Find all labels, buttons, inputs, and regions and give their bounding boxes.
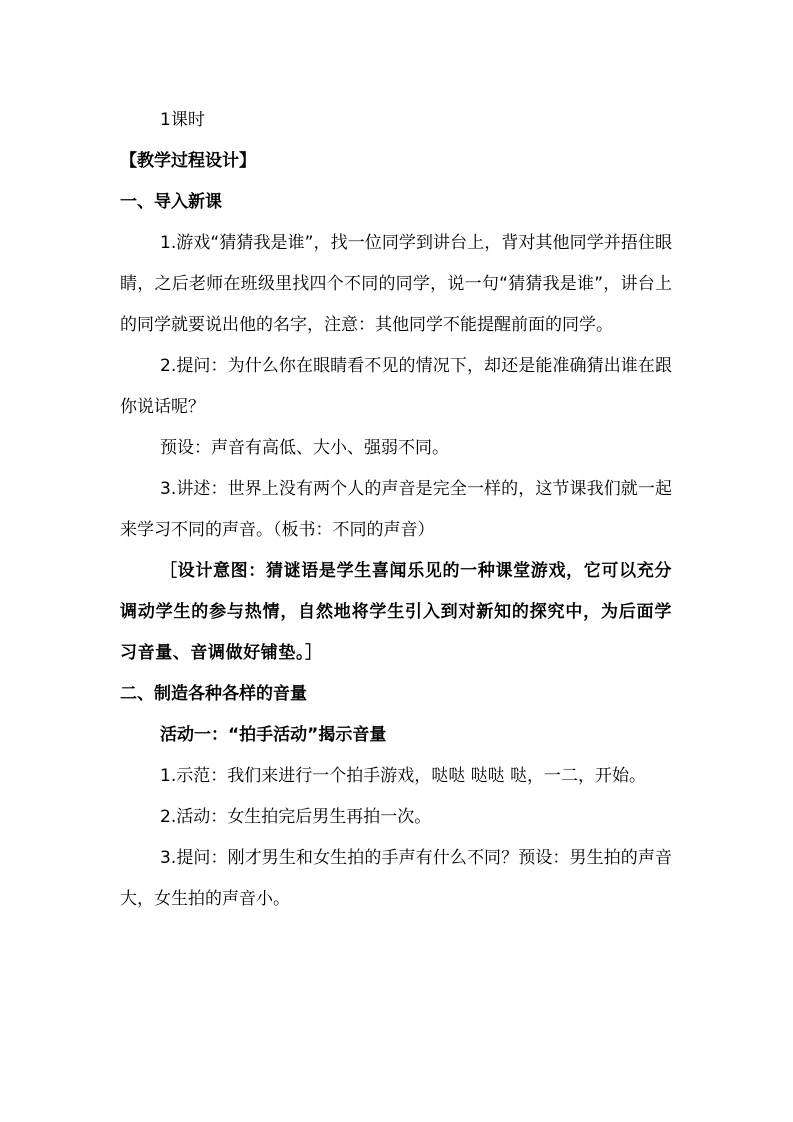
part1-paragraph-1: 1.游戏“猜猜我是谁”，找一位同学到讲台上，背对其他同学并捂住眼睛，之后老师在班级里找四个不同的同学，说一句“猜猜我是谁”，讲台上的同学就要说出他的名字，注意：其他同学不能提醒前面的同学。 (120, 233, 672, 335)
part1-heading: 一、导入新课 (120, 192, 222, 212)
part2-heading: 二、制造各种各样的音量 (120, 684, 307, 704)
part2-paragraph-1: 1.示范：我们来进行一个拍手游戏，哒哒 哒哒 哒，一二，开始。 (160, 766, 647, 786)
activity-title: 活动一：“拍手活动”揭示音量 (160, 725, 387, 745)
design-intent-note: ［设计意图：猜谜语是学生喜闻乐见的一种课堂游戏，它可以充分调动学生的参与热情，自然地将学生引入到对新知的探究中，为后面学习音量、音调做好铺垫。］ (120, 561, 672, 663)
part1-paragraph-3: 预设：声音有高低、大小、强弱不同。 (160, 438, 449, 458)
document-page (120, 100, 672, 920)
part1-paragraph-4: 3.讲述：世界上没有两个人的声音是完全一样的，这节课我们就一起来学习不同的声音。（板书：不同的声音） (120, 479, 672, 540)
part1-paragraph-2: 2.提问：为什么你在眼睛看不见的情况下，却还是能准确猜出谁在跟你说话呢？ (120, 356, 672, 417)
part2-paragraph-3: 3.提问：刚才男生和女生拍的手声有什么不同？预设：男生拍的声音大，女生拍的声音小。 (120, 848, 672, 909)
period-label: 1课时 (160, 110, 205, 130)
section-title: 【教学过程设计】 (120, 151, 256, 171)
part2-paragraph-2: 2.活动：女生拍完后男生再拍一次。 (160, 807, 432, 827)
